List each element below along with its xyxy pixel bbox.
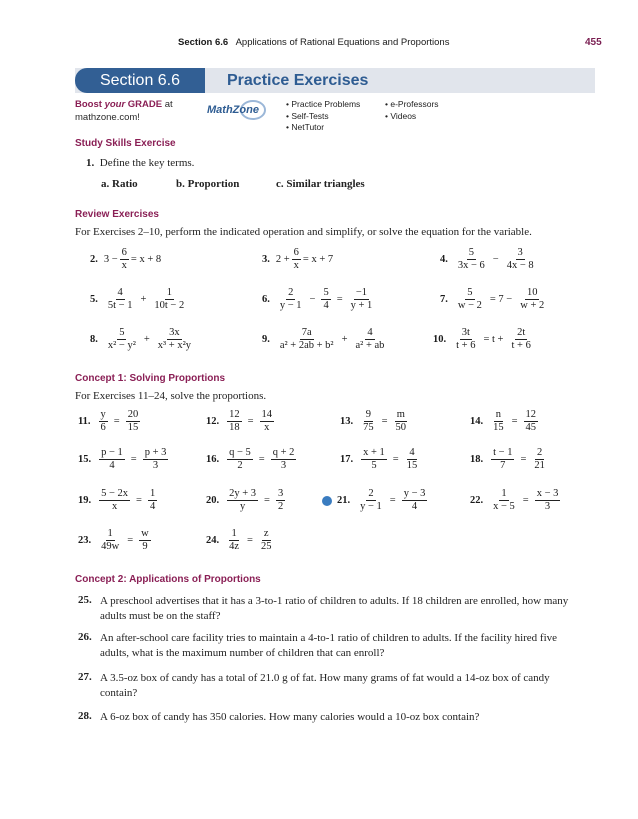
- exercise-2: [90, 247, 161, 272]
- operator: −: [309, 294, 316, 305]
- exercise-12: [206, 409, 276, 434]
- exercise-23: [78, 528, 153, 553]
- numerator: 12: [525, 409, 537, 420]
- boost-promo: [75, 98, 173, 124]
- operator: =: [389, 495, 396, 506]
- fraction: [532, 447, 547, 472]
- numerator: 2: [288, 287, 294, 298]
- resource-list-1: [286, 99, 360, 134]
- expr-text: = x + 8: [130, 254, 162, 265]
- denominator: y + 1: [350, 300, 373, 311]
- operator: =: [136, 495, 142, 506]
- operator: =: [258, 454, 265, 465]
- concept1-instructions: For Exercises 11–24, solve the proportions.: [75, 390, 267, 402]
- exercise-6: [262, 287, 376, 312]
- expr-text: 2 +: [275, 254, 290, 265]
- exercise-4: [440, 247, 538, 272]
- fraction: [276, 488, 285, 513]
- denominator: t + 6: [456, 340, 476, 351]
- exercise-number: 18.: [470, 454, 484, 465]
- fraction: [518, 287, 546, 312]
- expr-text: = x + 7: [302, 254, 334, 265]
- numerator: 20: [127, 409, 139, 420]
- denominator: 75: [363, 422, 374, 433]
- numerator: 1: [231, 528, 237, 539]
- exercise-17: [340, 447, 421, 472]
- fraction: [292, 247, 301, 272]
- denominator: 5: [371, 460, 377, 471]
- denominator: 4z: [229, 541, 240, 552]
- problem-line: contain?: [100, 687, 138, 699]
- fraction: [321, 287, 330, 312]
- numerator: 5: [467, 287, 473, 298]
- operator: =: [381, 416, 388, 427]
- exercise-number: 24.: [206, 535, 220, 546]
- exercise-10: [433, 327, 535, 352]
- mathzone-logo-text: MathZone: [207, 104, 259, 116]
- numerator: n: [495, 409, 501, 420]
- operator: +: [341, 334, 348, 345]
- exercise-number: 19.: [78, 495, 92, 506]
- problem-line: A 6-oz box of candy has 350 calories. How many calories would a 10-oz box contain?: [100, 711, 480, 723]
- fraction: [361, 447, 387, 472]
- denominator: 15: [127, 422, 139, 433]
- mathzone-logo: [205, 99, 267, 121]
- denominator: 3x − 6: [457, 260, 485, 271]
- exercise-16: [206, 447, 298, 472]
- exercise-number: 3.: [262, 254, 270, 265]
- fraction: [509, 327, 532, 352]
- fraction: [148, 488, 157, 513]
- problem-line: An after-school care facility tries to maintain a 4-to-1 ratio of children to adults. If the facility hired five: [100, 632, 558, 644]
- problem-line: adults must be on the staff?: [100, 610, 221, 622]
- numerator: m: [396, 409, 405, 420]
- fraction: [278, 287, 304, 312]
- operator: =: [336, 294, 343, 305]
- numerator: 7a: [301, 327, 312, 338]
- fraction: [456, 247, 487, 272]
- problem-line: A 3.5-oz box of candy has a total of 21.0 g of fat. How many grams of fat would a 14-oz box of candy: [100, 672, 550, 684]
- numerator: 10: [526, 287, 538, 298]
- operator: =: [113, 416, 120, 427]
- operator: =: [247, 416, 254, 427]
- header-title: Applications of Rational Equations and Proportions: [235, 37, 450, 48]
- denominator: 4: [149, 501, 156, 512]
- resource-item: • Videos: [385, 110, 417, 121]
- numerator: 1: [149, 488, 156, 499]
- operator: =: [522, 495, 529, 506]
- boost-at: at: [162, 99, 173, 110]
- header-section: Section 6.6: [178, 37, 229, 48]
- denominator: 4: [109, 460, 115, 471]
- numerator: z: [263, 528, 269, 539]
- exercise-number: 28.: [78, 710, 92, 722]
- problem-line: A preschool advertises that it has a 3-to-1 ratio of children to adults. If 18 children are enrolled, how many: [100, 595, 569, 607]
- numerator: 5 − 2x: [101, 488, 129, 499]
- concept2-heading: Concept 2: Applications of Proportions: [75, 574, 261, 585]
- exercise-number: 13.: [340, 416, 354, 427]
- numerator: 1: [501, 488, 507, 499]
- denominator: 3: [280, 460, 287, 471]
- exercise-number: 20.: [206, 495, 220, 506]
- fraction: [491, 447, 514, 472]
- resource-item: • e-Professors: [385, 99, 439, 109]
- fraction: [227, 409, 242, 434]
- denominator: 3: [544, 501, 551, 512]
- section-tab: Section 6.6: [75, 68, 205, 93]
- denominator: 9: [142, 541, 148, 552]
- operator: +: [140, 294, 147, 305]
- numerator: 6: [293, 247, 299, 258]
- denominator: 2: [237, 460, 243, 471]
- denominator: 6: [100, 422, 106, 433]
- exercise-number: 14.: [470, 416, 484, 427]
- fraction: [454, 327, 477, 352]
- denominator: 5t − 1: [107, 300, 133, 311]
- denominator: 18: [229, 422, 240, 433]
- exercise-number: 11.: [78, 416, 91, 427]
- exercise-number: 8.: [90, 334, 98, 345]
- denominator: x: [293, 260, 299, 271]
- exercise-number: 9.: [262, 334, 270, 345]
- running-header: [178, 37, 449, 48]
- page-number: 455: [585, 37, 602, 48]
- fraction: [491, 488, 517, 513]
- numerator: 2t: [517, 327, 526, 338]
- numerator: 12: [229, 409, 240, 420]
- numerator: 2: [537, 447, 543, 458]
- review-heading: Review Exercises: [75, 209, 159, 220]
- exercise-number: 6.: [262, 294, 270, 305]
- exercise-number: 7.: [440, 294, 448, 305]
- exercise-18: [470, 447, 549, 472]
- numerator: 2: [368, 488, 374, 499]
- denominator: 50: [395, 422, 407, 433]
- operator: =: [392, 454, 399, 465]
- exercise-26: [78, 631, 608, 659]
- resource-item: • Self-Tests: [286, 110, 329, 121]
- fraction: [99, 409, 108, 434]
- study-skills-heading: Study Skills Exercise: [75, 138, 176, 149]
- exercise-number: 17.: [340, 454, 354, 465]
- exercise-text: Define the key terms.: [99, 157, 195, 169]
- fraction: [227, 447, 253, 472]
- exercise-20: [206, 488, 287, 513]
- exercise-3: [262, 247, 333, 272]
- numerator: 6: [121, 247, 127, 258]
- banner-title: Practice Exercises: [227, 72, 369, 89]
- denominator: x: [264, 422, 270, 433]
- fraction: [278, 327, 336, 352]
- fraction: [106, 287, 135, 312]
- term-c: c. Similar triangles: [276, 178, 365, 190]
- denominator: 7: [500, 460, 506, 471]
- fraction: [405, 447, 420, 472]
- operator: =: [127, 535, 134, 546]
- resource-item: • Practice Problems: [286, 99, 361, 109]
- fraction: [259, 528, 274, 553]
- exercise-number: 22.: [470, 495, 484, 506]
- resource-item: • NetTutor: [286, 122, 325, 132]
- mathzone-link[interactable]: mathzone.com!: [75, 112, 140, 123]
- fraction: [227, 488, 258, 513]
- concept1-heading: Concept 1: Solving Proportions: [75, 373, 226, 384]
- denominator: y − 1: [360, 501, 382, 512]
- fraction: [354, 327, 387, 352]
- exercise-number: 16.: [206, 454, 220, 465]
- numerator: p + 3: [144, 447, 167, 458]
- exercise-number: 5.: [90, 294, 98, 305]
- operator: =: [520, 454, 527, 465]
- fraction: [535, 488, 561, 513]
- denominator: 25: [260, 541, 272, 552]
- operator: +: [143, 334, 150, 345]
- denominator: x: [121, 260, 127, 271]
- exercise-9: [262, 327, 388, 352]
- fraction: [394, 409, 409, 434]
- denominator: y: [239, 501, 246, 512]
- exercise-5: [90, 287, 188, 312]
- exercise-8: [90, 327, 195, 352]
- numerator: 5: [323, 287, 329, 298]
- denominator: a² + 2ab + b²: [279, 340, 334, 351]
- denominator: 49w: [101, 541, 120, 552]
- fraction: [505, 247, 536, 272]
- exercise-24: [206, 528, 275, 553]
- fraction: [402, 488, 428, 513]
- numerator: y − 3: [403, 488, 426, 499]
- fraction: [99, 528, 121, 553]
- numerator: 5: [119, 327, 125, 338]
- denominator: 15: [406, 460, 418, 471]
- boost-word: Boost: [75, 99, 105, 110]
- operator: =: [130, 454, 137, 465]
- exercise-number: 26.: [78, 631, 92, 643]
- fraction: [361, 409, 376, 434]
- numerator: t − 1: [493, 447, 513, 458]
- fraction: [106, 327, 138, 352]
- numerator: 5: [468, 247, 474, 258]
- denominator: x − 5: [493, 501, 515, 512]
- video-icon[interactable]: [322, 496, 332, 506]
- numerator: p − 1: [101, 447, 123, 458]
- exercise-number: 4.: [440, 254, 448, 265]
- numerator: q + 2: [272, 447, 295, 458]
- denominator: y − 1: [279, 300, 302, 311]
- exercise-number: 2.: [90, 254, 98, 265]
- denominator: 4: [411, 501, 418, 512]
- fraction: [524, 409, 539, 434]
- numerator: q − 5: [229, 447, 251, 458]
- fraction: [349, 287, 375, 312]
- fraction: [491, 409, 506, 434]
- fraction: [152, 287, 186, 312]
- exercise-7: [440, 287, 548, 312]
- operator: = t +: [483, 334, 504, 345]
- term-a: a. Ratio: [101, 178, 138, 190]
- exercise-number: 27.: [78, 671, 92, 683]
- denominator: 3: [152, 460, 159, 471]
- numerator: 4: [409, 447, 415, 458]
- denominator: 21: [534, 460, 545, 471]
- numerator: 3: [517, 247, 523, 258]
- numerator: 1: [107, 528, 113, 539]
- exercise-number: 25.: [78, 594, 92, 606]
- denominator: 15: [493, 422, 504, 433]
- exercise-number: 10.: [433, 334, 447, 345]
- fraction: [126, 409, 141, 434]
- numerator: 2y + 3: [229, 488, 257, 499]
- numerator: 4: [117, 287, 123, 298]
- denominator: 10t − 2: [154, 300, 185, 311]
- numerator: y: [100, 409, 106, 420]
- exercise-number: 23.: [78, 535, 92, 546]
- resource-list-2: [385, 99, 439, 122]
- exercise-27: [78, 671, 608, 699]
- exercise-number: 15.: [78, 454, 92, 465]
- denominator: 45: [525, 422, 537, 433]
- numerator: 9: [365, 409, 371, 420]
- exercise-19: [78, 488, 159, 513]
- term-b: b. Proportion: [176, 178, 240, 190]
- exercise-14: [470, 409, 540, 434]
- fraction: [99, 447, 125, 472]
- fraction: [156, 327, 193, 352]
- operator: −: [492, 254, 499, 265]
- denominator: w − 2: [457, 300, 482, 311]
- denominator: w + 2: [520, 300, 545, 311]
- exercise-11: [78, 409, 142, 434]
- boost-grade: GRADE: [125, 99, 163, 110]
- fraction: [139, 528, 151, 553]
- numerator: x − 3: [536, 488, 559, 499]
- denominator: x² − y²: [107, 340, 136, 351]
- numerator: 4: [367, 327, 373, 338]
- denominator: x³ + x²y: [157, 340, 191, 351]
- fraction: [358, 488, 384, 513]
- expr-text: 3 −: [103, 254, 118, 265]
- exercise-number: 1.: [86, 157, 95, 169]
- exercise-1: [86, 157, 194, 169]
- fraction: [120, 247, 129, 272]
- numerator: w: [141, 528, 149, 539]
- numerator: x + 1: [363, 447, 385, 458]
- denominator: 4x − 8: [506, 260, 534, 271]
- fraction: [271, 447, 297, 472]
- boost-your: your: [104, 99, 126, 110]
- denominator: t + 6: [511, 340, 531, 351]
- exercise-28: [78, 710, 608, 722]
- operator: =: [264, 495, 270, 506]
- exercise-22: [470, 488, 562, 513]
- fraction: [99, 488, 130, 513]
- numerator: 14: [261, 409, 273, 420]
- denominator: x: [111, 501, 118, 512]
- operator: =: [247, 535, 253, 546]
- exercise-25: [78, 594, 608, 622]
- review-instructions: For Exercises 2–10, perform the indicated operation and simplify, or solve the equation for the variable.: [75, 226, 532, 238]
- problem-line: adults, what is the maximum number of children that can enroll?: [100, 647, 385, 659]
- exercise-number: 21.: [337, 495, 351, 506]
- fraction: [143, 447, 169, 472]
- exercise-number: 12.: [206, 416, 220, 427]
- operator: =: [511, 416, 518, 427]
- fraction: [456, 287, 484, 312]
- denominator: 4: [323, 300, 329, 311]
- fraction: [260, 409, 275, 434]
- exercise-15: [78, 447, 170, 472]
- numerator: 3t: [461, 327, 470, 338]
- numerator: 3x: [169, 327, 180, 338]
- operator: = 7 −: [489, 294, 513, 305]
- numerator: −1: [355, 287, 368, 298]
- numerator: 3: [277, 488, 284, 499]
- fraction: [227, 528, 241, 553]
- denominator: 2: [277, 501, 284, 512]
- denominator: a² + ab: [355, 340, 385, 351]
- exercise-13: [340, 409, 410, 434]
- exercise-21: [322, 488, 429, 513]
- numerator: 1: [166, 287, 172, 298]
